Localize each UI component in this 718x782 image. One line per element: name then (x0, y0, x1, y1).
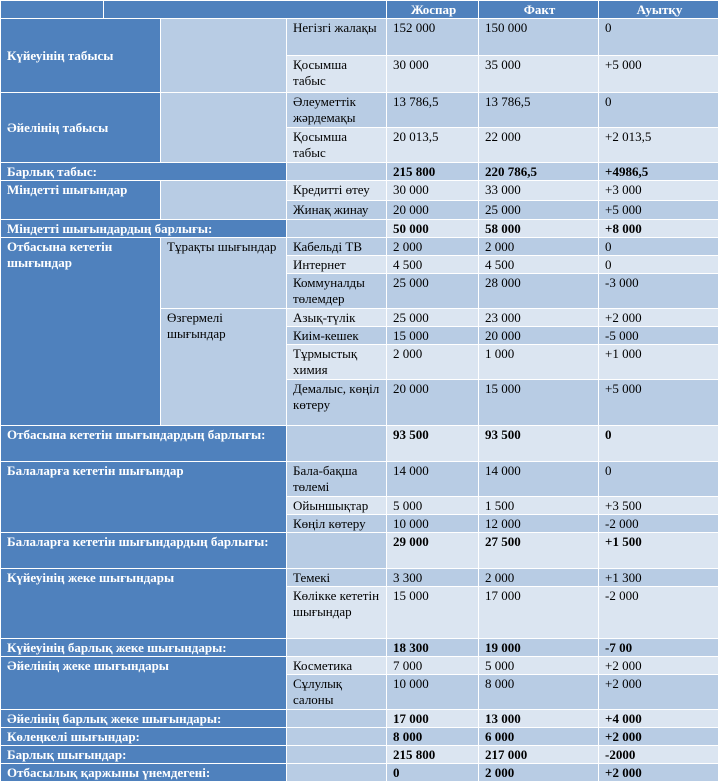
plan-cell: 30 000 (387, 56, 479, 93)
fact-cell: 14 000 (479, 462, 599, 497)
diff-cell: +1 500 (599, 533, 718, 569)
family-label: Отбасына кететін шығындар (1, 238, 161, 426)
item-cell: Жинақ жинау (287, 201, 387, 220)
plan-cell: 3 300 (387, 569, 479, 587)
plan-cell: 5 000 (387, 497, 479, 515)
diff-cell: 0 (599, 256, 718, 274)
diff-cell: +2 000 (599, 764, 718, 782)
fact-cell: 2 000 (479, 764, 599, 782)
item-cell: Интернет (287, 256, 387, 274)
blank-cell (287, 163, 387, 181)
fact-cell: 4 500 (479, 256, 599, 274)
fact-cell: 220 786,5 (479, 163, 599, 181)
plan-cell: 2 000 (387, 345, 479, 380)
plan-cell: 18 300 (387, 639, 479, 657)
fact-cell: 13 786,5 (479, 93, 599, 128)
fact-cell: 28 000 (479, 274, 599, 309)
diff-cell: -2 000 (599, 587, 718, 639)
table-row (1, 426, 718, 462)
children-label: Балаларға кететін шығындар (1, 462, 287, 533)
table-row (1, 710, 718, 728)
children-total-label: Балаларға кететін шығындардың барлығы: (1, 533, 287, 569)
diff-cell: -5 000 (599, 327, 718, 345)
plan-cell: 14 000 (387, 462, 479, 497)
plan-cell: 152 000 (387, 19, 479, 56)
item-cell: Көңіл көтеру (287, 515, 387, 533)
item-cell: Сұлулық салоны (287, 675, 387, 710)
plan-cell: 13 786,5 (387, 93, 479, 128)
item-cell: Қосымша табыс (287, 128, 387, 163)
item-cell: Тұрмыстық химия (287, 345, 387, 380)
table-row (1, 19, 718, 56)
husband-income-label: Күйеуінің табысы (1, 19, 161, 93)
table-row (1, 238, 718, 256)
husband-personal-label: Күйеуінің жеке шығындары (1, 569, 287, 639)
blank-cell (287, 639, 387, 657)
plan-cell: 0 (387, 764, 479, 782)
husband-income-sub (161, 19, 287, 93)
plan-cell: 10 000 (387, 515, 479, 533)
diff-cell: +5 000 (599, 380, 718, 426)
husband-personal-total-label: Күйеуінің барлық жеке шығындары: (1, 639, 287, 657)
item-cell: Негізгі жалақы (287, 19, 387, 56)
item-cell: Киім-кешек (287, 327, 387, 345)
header-blank-1 (1, 1, 104, 19)
diff-cell: +3 000 (599, 181, 718, 201)
blank-cell (287, 746, 387, 764)
fact-cell: 15 000 (479, 380, 599, 426)
diff-cell: 0 (599, 462, 718, 497)
diff-cell: +8 000 (599, 220, 718, 238)
diff-cell: +2 000 (599, 657, 718, 675)
fact-cell: 1 500 (479, 497, 599, 515)
plan-cell: 25 000 (387, 309, 479, 327)
fact-cell: 17 000 (479, 587, 599, 639)
diff-cell: -7 00 (599, 639, 718, 657)
fact-cell: 5 000 (479, 657, 599, 675)
plan-cell: 215 800 (387, 746, 479, 764)
wife-income-label: Әйелінің табысы (1, 93, 161, 163)
item-cell: Бала-бақша төлемі (287, 462, 387, 497)
plan-cell: 20 013,5 (387, 128, 479, 163)
diff-cell: +2 000 (599, 728, 718, 746)
fact-cell: 13 000 (479, 710, 599, 728)
item-cell: Демалыс, көңіл көтеру (287, 380, 387, 426)
table-row (1, 93, 718, 128)
blank-cell (287, 728, 387, 746)
plan-cell: 30 000 (387, 181, 479, 201)
shadow-label: Көлеңкелі шығындар: (1, 728, 287, 746)
fact-cell: 23 000 (479, 309, 599, 327)
header-fact: Факт (479, 1, 599, 19)
blank-cell (287, 426, 387, 462)
fact-cell: 2 000 (479, 238, 599, 256)
fact-cell: 58 000 (479, 220, 599, 238)
diff-cell: -3 000 (599, 274, 718, 309)
fact-cell: 8 000 (479, 675, 599, 710)
blank-cell (287, 220, 387, 238)
table-row (1, 746, 718, 764)
item-cell: Әлеуметтік жәрдемақы (287, 93, 387, 128)
item-cell: Көлікке кететін шығындар (287, 587, 387, 639)
mandatory-total-label: Міндетті шығындардың барлығы: (1, 220, 287, 238)
fact-cell: 22 000 (479, 128, 599, 163)
table-row (1, 220, 718, 238)
fact-cell: 150 000 (479, 19, 599, 56)
diff-cell: +2 013,5 (599, 128, 718, 163)
fact-cell: 35 000 (479, 56, 599, 93)
table-row (1, 533, 718, 569)
table-row (1, 181, 718, 201)
diff-cell: +1 000 (599, 345, 718, 380)
item-cell: Қосымша табыс (287, 56, 387, 93)
diff-cell: +5 000 (599, 201, 718, 220)
table-row (1, 569, 718, 587)
fact-cell: 19 000 (479, 639, 599, 657)
plan-cell: 29 000 (387, 533, 479, 569)
fact-cell: 93 500 (479, 426, 599, 462)
fact-cell: 2 000 (479, 569, 599, 587)
item-cell: Кабельді ТВ (287, 238, 387, 256)
wife-personal-label: Әйелінің жеке шығындары (1, 657, 287, 710)
table-row (1, 462, 718, 497)
diff-cell: +5 000 (599, 56, 718, 93)
diff-cell: 0 (599, 426, 718, 462)
plan-cell: 10 000 (387, 675, 479, 710)
header-plan: Жоспар (387, 1, 479, 19)
fact-cell: 1 000 (479, 345, 599, 380)
diff-cell: +4986,5 (599, 163, 718, 181)
mandatory-sub (161, 181, 287, 220)
plan-cell: 7 000 (387, 657, 479, 675)
family-total-label: Отбасына кететін шығындардың барлығы: (1, 426, 287, 462)
fact-cell: 20 000 (479, 327, 599, 345)
plan-cell: 20 000 (387, 201, 479, 220)
plan-cell: 4 500 (387, 256, 479, 274)
total-expenses-label: Барлық шығындар: (1, 746, 287, 764)
plan-cell: 2 000 (387, 238, 479, 256)
plan-cell: 17 000 (387, 710, 479, 728)
diff-cell: +3 500 (599, 497, 718, 515)
item-cell: Темекі (287, 569, 387, 587)
table-row (1, 764, 718, 782)
family-fixed-label: Тұрақты шығындар (161, 238, 287, 309)
blank-cell (287, 533, 387, 569)
fact-cell: 6 000 (479, 728, 599, 746)
header-row (1, 1, 718, 19)
wife-personal-total-label: Әйелінің барлық жеке шығындары: (1, 710, 287, 728)
plan-cell: 15 000 (387, 587, 479, 639)
plan-cell: 50 000 (387, 220, 479, 238)
fact-cell: 33 000 (479, 181, 599, 201)
blank-cell (287, 710, 387, 728)
header-blank-2 (104, 1, 387, 19)
blank-cell (287, 764, 387, 782)
diff-cell: +2 000 (599, 309, 718, 327)
plan-cell: 20 000 (387, 380, 479, 426)
table-row (1, 728, 718, 746)
diff-cell: -2000 (599, 746, 718, 764)
plan-cell: 25 000 (387, 274, 479, 309)
fact-cell: 27 500 (479, 533, 599, 569)
fact-cell: 12 000 (479, 515, 599, 533)
fact-cell: 217 000 (479, 746, 599, 764)
table-row (1, 639, 718, 657)
plan-cell: 15 000 (387, 327, 479, 345)
diff-cell: +4 000 (599, 710, 718, 728)
item-cell: Ойыншықтар (287, 497, 387, 515)
mandatory-label: Міндетті шығындар (1, 181, 161, 220)
diff-cell: 0 (599, 93, 718, 128)
family-variable-label: Өзгермелі шығындар (161, 309, 287, 426)
item-cell: Коммуналды төлемдер (287, 274, 387, 309)
diff-cell: 0 (599, 19, 718, 56)
diff-cell: +2 000 (599, 675, 718, 710)
wife-income-sub (161, 93, 287, 163)
plan-cell: 8 000 (387, 728, 479, 746)
item-cell: Косметика (287, 657, 387, 675)
diff-cell: +1 300 (599, 569, 718, 587)
diff-cell: 0 (599, 238, 718, 256)
table-row (1, 657, 718, 675)
total-income-label: Барлық табыс: (1, 163, 287, 181)
savings-label: Отбасылық қаржыны үнемдегені: (1, 764, 287, 782)
header-diff: Ауытқу (599, 1, 718, 19)
item-cell: Азық-түлік (287, 309, 387, 327)
plan-cell: 215 800 (387, 163, 479, 181)
fact-cell: 25 000 (479, 201, 599, 220)
diff-cell: -2 000 (599, 515, 718, 533)
item-cell: Кредитті өтеу (287, 181, 387, 201)
table-row (1, 163, 718, 181)
plan-cell: 93 500 (387, 426, 479, 462)
